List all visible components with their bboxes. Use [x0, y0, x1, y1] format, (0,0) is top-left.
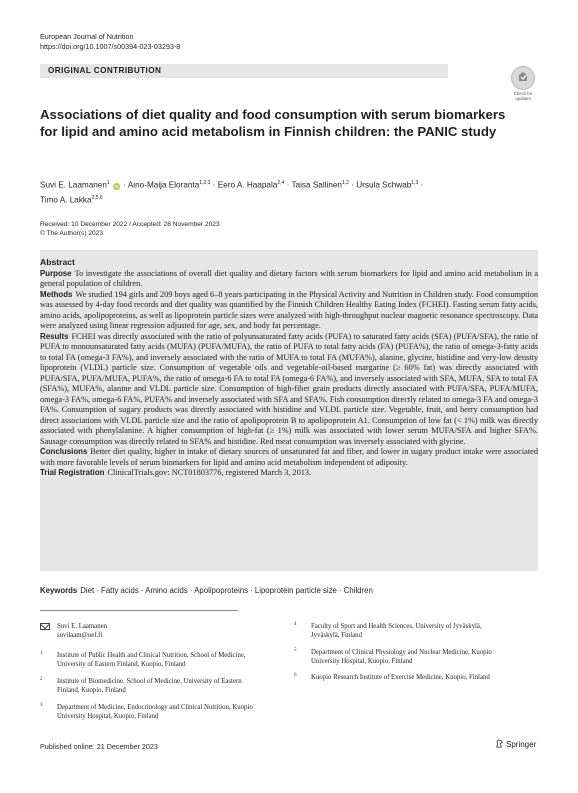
affiliation-text: Department of Clinical Physiology and Nuclear Medicine, Kuopio University Hospital, Kuopio, Finland [311, 649, 492, 665]
check-updates-icon [511, 66, 535, 90]
affiliation-text: Kuopio Research Institute of Exercise Medicine, Kuopio, Finland [311, 674, 490, 681]
abstract [40, 257, 538, 479]
section-text: ClinicalTrials.gov: NCT01803776, registered March 3, 2013. [107, 468, 312, 477]
received-accepted: Received: 10 December 2022 / Accepted: 28 November 2023 [40, 221, 220, 228]
abstract-methods [40, 290, 538, 332]
author-list [40, 177, 510, 206]
affiliation [40, 703, 260, 723]
keywords [40, 586, 538, 596]
author-name[interactable]: Eero A. Haapala [217, 180, 278, 190]
section-text: To investigate the associations of overall diet quality and dietary factors with serum biomarkers for lipid and amino acid metabolism in a general population of children. [40, 268, 538, 288]
publisher-logo [495, 739, 536, 749]
correspondence [40, 622, 240, 642]
affiliation-number: 6 [294, 673, 297, 678]
author-affil: 2,4 [277, 180, 285, 186]
author-name[interactable]: Suvi E. Laamanen [40, 180, 107, 190]
abstract-conclusions [40, 447, 538, 468]
keywords-label: Keywords [40, 586, 78, 595]
springer-horse-icon [495, 739, 504, 748]
article-type-label: ORIGINAL CONTRIBUTION [48, 66, 162, 75]
section-label: Methods [40, 289, 73, 299]
affiliation-number: 5 [294, 648, 297, 653]
author-separator: · [286, 180, 290, 190]
affiliation-number: 3 [40, 703, 43, 708]
affiliation-text: Department of Medicine, Endocrinology and Clinical Nutrition, Kuopio University Hospital, Kuopio, Finland [57, 704, 253, 720]
affiliation [294, 673, 514, 693]
keywords-text: Diet · Fatty acids · Amino acids · Apolipoproteins · Lipoprotein particle size · Children [80, 586, 373, 595]
journal-name: European Journal of Nutrition [40, 32, 134, 41]
check-updates-line1: Check for [513, 91, 533, 96]
author-separator: · [212, 180, 216, 190]
affiliation-text: Faculty of Sport and Health Sciences, University of Jyväskylä, Jyväskylä, Finland [311, 623, 482, 639]
envelope-icon [40, 623, 50, 630]
author-affil: 1,3 [411, 180, 419, 186]
section-label: Purpose [40, 268, 72, 278]
abstract-heading: Abstract [40, 257, 75, 267]
orcid-icon[interactable]: iD [114, 183, 119, 189]
author-separator: · [420, 180, 424, 190]
affiliation [294, 622, 514, 642]
doi-link[interactable]: https://doi.org/10.1007/s00394-023-03293-8 [40, 42, 181, 51]
section-label: Conclusions [40, 447, 88, 456]
copyright: © The Author(s) 2023 [40, 230, 104, 237]
section-text: FCHEI was directly associated with the ratio of polyunsaturated fatty acids (PUFA) to saturated fatty acids (SFA) (PUFA/SFA), the ratio of PUFA to monounsaturated fatty acids (MUFA) (PUFA/MUFA), the ratio of PUFA to total fatty acids (FA) (PUFA%), the ratio of omega-3-fatty acids to total FA (omega-3 FA%), and inversely associated with the ratio of MUFA to total FA (MUFA%), alanine, glycine, histidine and very-low density lipoprotein (VLDL) particle size. Consumption of vegetable oils and vegetable-oil-based margarine (≥ 60% fat) was directly associated with PUFA/SFA, PUFA/MUFA, PUFA%, the ratio of omega-6 FA to total FA (omega-6 FA%), and inversely associated with SFA, MUFA, SFA to total FA (SFA%), MUFA%, alanine and VLDL particle size. Consumption of high-fiber grain products directly associated with PUFA/SFA, PUFA/MUFA, omega-3 FA%, omega-6 FA%, PUFA% and inversely associated with SFA and SFA%. Fish consumption directly related to omega-3 FA and omega-3 FA%. Consumption of sugary products was directly associated with histidine and VLDL particle size. Vegetable, fruit, and berry consumption had direct associations with VLDL particle size and the ratio of apolipoprotein B to apolipoprotein A1. Consumption of low fat (< 1%) milk was directly associated with phenylalanine. A higher consumption of high-fat (≥ 1%) milk was associated with lower serum MUFA/SFA and higher SFA%. Sausage consumption was directly related to SFA% and histidine. Red meat consumption was inversely associated with glycine. [40, 331, 538, 446]
section-text: We studied 194 girls and 209 boys aged 6–8 years participating in the Physical Activity and Nutrition in Children study. Food consumption was assessed by 4-day food records and diet quality was quantified by the Finnish Children Healthy Eating Index (FCHEI). Fasting serum fatty acids, amino acids, apolipoproteins, as well as lipoprotein particle sizes were analyzed with high-throughput nuclear magnetic resonance spectroscopy. Data were analyzed using linear regression adjusted for age, sex, and body fat percentage. [40, 289, 538, 330]
abstract-results [40, 332, 538, 448]
affiliation-text: Institute of Public Health and Clinical Nutrition, School of Medicine, University of Eastern Finland, Kuopio, Finland [57, 652, 246, 668]
check-for-updates-button[interactable] [508, 66, 538, 101]
article-title: Associations of diet quality and food consumption with serum biomarkers for lipid and amino acid metabolism in Finnish children: the PANIC study [40, 107, 506, 139]
corresponding-author: Suvi E. Laamanen [57, 623, 108, 630]
section-label: Results [40, 331, 69, 341]
author-affil: 1,2,3 [199, 180, 211, 186]
section-label: Trial Registration [40, 468, 105, 477]
publisher-name: Springer [506, 740, 537, 749]
author-name[interactable]: Timo A. Lakka [40, 195, 92, 205]
abstract-trial-registration [40, 468, 538, 479]
author-name[interactable]: Ursula Schwab [356, 180, 412, 190]
affiliation-number: 4 [294, 622, 297, 627]
corresponding-email[interactable]: suvilaam@uef.fi [57, 632, 103, 639]
author-name[interactable]: Aino-Maija Eloranta [127, 180, 200, 190]
author-affil: 1 [106, 180, 110, 186]
abstract-purpose [40, 269, 538, 290]
author-separator: · [351, 180, 354, 190]
affiliation [40, 651, 260, 671]
author-name[interactable]: Taisa Sallinen [291, 180, 342, 190]
author-affil: 2,5,6 [91, 194, 103, 201]
affiliation [40, 677, 260, 697]
affiliation-text: Institute of Biomedicine, School of Medicine, University of Eastern Finland, Kuopio, Finland [57, 678, 242, 694]
published-online: Published online: 21 December 2023 [40, 742, 158, 751]
footnote-divider [40, 610, 238, 611]
article-type-banner [40, 64, 448, 78]
journal-header [40, 32, 300, 52]
author-affil: 1,2 [341, 180, 349, 186]
article-dates [40, 220, 440, 238]
section-text: Better diet quality, higher in intake of dietary sources of unsaturated fat and fiber, and lower in sugary product intake were associated with more favorable levels of serum biomarkers for lipid and amino acid metabolism independent of adiposity. [40, 447, 538, 467]
check-updates-line2: updates [515, 96, 531, 101]
affiliation [294, 648, 514, 668]
affiliation-number: 2 [40, 677, 43, 682]
author-separator: · [123, 180, 126, 190]
affiliation-number: 1 [40, 651, 43, 656]
